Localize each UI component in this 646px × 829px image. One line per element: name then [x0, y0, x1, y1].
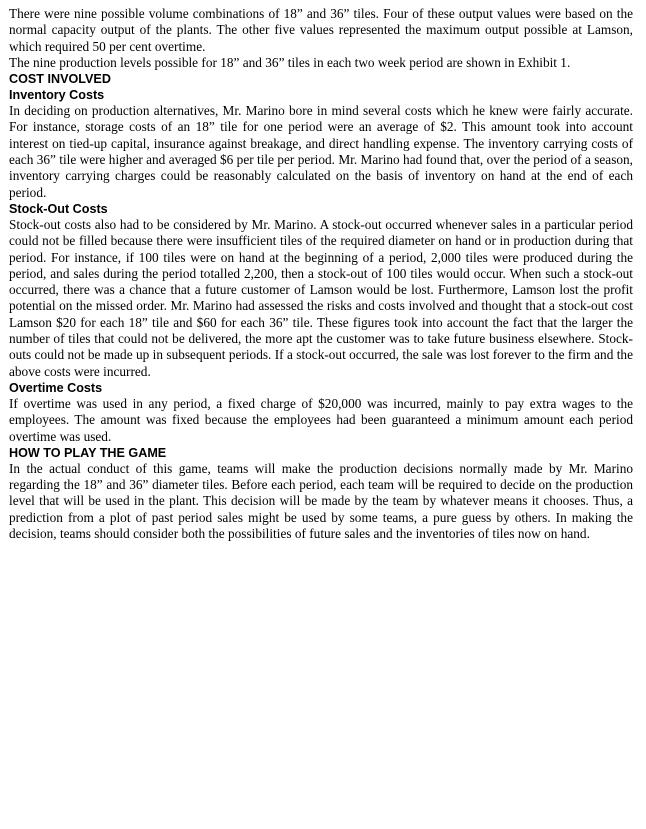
- document-page: [9, 6, 633, 542]
- intro-paragraph-1: There were nine possible volume combinations of 18” and 36” tiles. Four of these output values were based on the normal capacity output of the plants. The other five values represented the maximum output possible at Lamson, which required 50 per cent overtime.: [9, 6, 633, 54]
- inventory-costs-paragraph: In deciding on production alternatives, Mr. Marino bore in mind several costs which he knew were fairly accurate. For instance, storage costs of an 18” tile for one period were an average of $2. This amount took into account interest on tied-up capital, insurance against breakage, and direct handling expense. The inventory carrying costs of each 36” tile were higher and averaged $6 per tile per period. Mr. Marino had found that, over the period of a season, inventory carrying charges could be reasonably calculated on the basis of inventory on hand at the end of each period.: [9, 103, 633, 200]
- how-to-play-heading: HOW TO PLAY THE GAME: [9, 445, 167, 460]
- inventory-costs-heading: Inventory Costs: [9, 88, 105, 103]
- overtime-costs-paragraph: If overtime was used in any period, a fixed charge of $20,000 was incurred, mainly to pay extra wages to the employees. The amount was fixed because the employees had been guaranteed a minimum amount each period overtime was used.: [9, 395, 633, 444]
- stock-out-costs-heading: Stock-Out Costs: [9, 201, 108, 216]
- how-to-play-paragraph: In the actual conduct of this game, teams will make the production decisions normally made by Mr. Marino regarding the 18” and 36” diameter tiles. Before each period, each team will be required to decide on the production level that will be used in the plant. This decision will be made by the team by whatever means it chooses. Thus, a prediction from a plot of past period sales might be used by some teams, a pure guess by others. In making the decision, teams should consider both the possibilities of future sales and the inventories of tiles now on hand.: [9, 460, 633, 542]
- cost-involved-heading: COST INVOLVED: [9, 72, 111, 87]
- stock-out-costs-paragraph: Stock-out costs also had to be considered by Mr. Marino. A stock-out occurred whenever sales in a particular period could not be filled because there were insufficient tiles of the required diameter on hand or in production during that period. For instance, if 100 tiles were on hand at the beginning of a period, 2,000 tiles were produced during the period, and sales during the period totalled 2,200, then a stock-out of 100 tiles would occur. When such a stock-out occurred, there was a chance that a future customer of Lamson would be lost. Furthermore, Lamson lost the profit potential on the missed order. Mr. Marino had assessed the risks and costs involved and thought that a stock-out cost Lamson $20 for each 18” tile and $60 for each 36” tile. These figures took into account the fact that the larger the number of tiles that could not be delivered, the more apt the customer was to take future business elsewhere. Stock-outs could not be made up in subsequent periods. If a stock-out occurred, the sale was lost forever to the firm and the above costs were incurred.: [9, 216, 633, 379]
- overtime-costs-heading: Overtime Costs: [9, 380, 103, 395]
- intro-paragraph-2: The nine production levels possible for 18” and 36” tiles in each two week period are shown in Exhibit 1.: [9, 54, 571, 70]
